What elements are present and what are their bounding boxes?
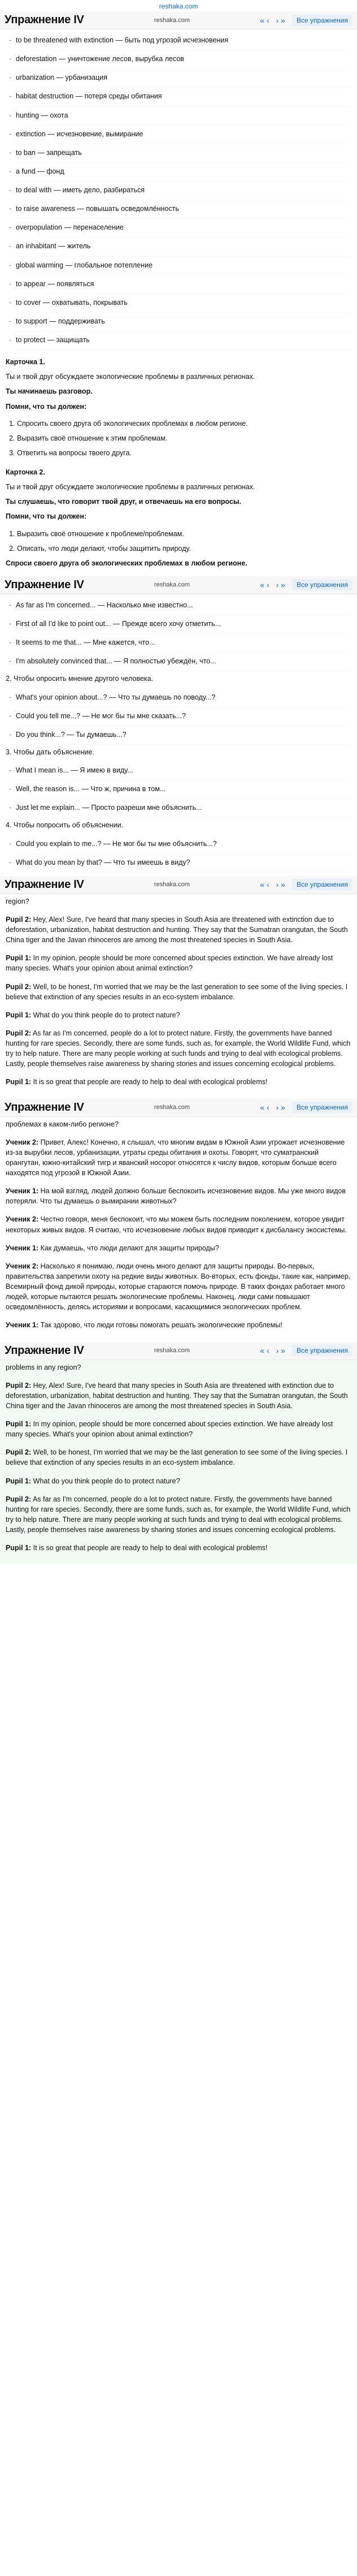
- header-nav: [260, 579, 352, 590]
- phrase-list: [6, 597, 351, 672]
- section-dialog-ru: [0, 1099, 357, 1342]
- card1-start: Ты начинаешь разговор.: [6, 387, 93, 396]
- dialog-text: What do you think people do to protect nature?: [33, 1477, 180, 1485]
- task-point: 1. Выразить своё отношение к проблеме/проблемам.: [17, 527, 351, 541]
- speaker-label: Ученик 2:: [6, 1215, 39, 1224]
- vocab-item: - a fund — фонд: [16, 163, 351, 182]
- dialog-line: [6, 1362, 351, 1373]
- dialog-text: проблемах в каком-либо регионе?: [6, 1120, 119, 1128]
- phrase-item: - First of all I'd like to point out... — Прежде всего хочу отметить...: [16, 615, 351, 634]
- dialog-line: [6, 1543, 351, 1553]
- card1-task: Ты и твой друг обсуждаете экологические проблемы в различных регионах.: [6, 373, 255, 381]
- vocab-item: - global warming — глобальное потепление: [16, 257, 351, 275]
- dialog-block: [0, 894, 357, 1099]
- dialog-text: Насколько я понимаю, люди очень много делают для защиты природы. Во-первых, правительства запретили охоту на редкие виды животных. Во-вторых, есть фонды, такие как, например, Всемирный фонд дикой природы, которые стараются помочь природе. В таких фондах работает много людей, которые пытаются решать экологические проблемы. Наконец, люди сами повышают осведомлённость, делясь историями и вопросами, касающимися экологических проблем.: [6, 1262, 351, 1311]
- dialog-text: Well, to be honest, I'm worried that we may be the last generation to see some of the living species. I believe that extinction of any species results in an eco-system imbalance.: [6, 1448, 348, 1467]
- dialog-line: [6, 1010, 351, 1020]
- card1-points: [6, 416, 351, 460]
- all-exercises-button[interactable]: Все упражнения: [292, 1102, 352, 1113]
- section-phrases: [0, 576, 357, 876]
- vocab-list: [6, 32, 351, 350]
- speaker-label: Pupil 2:: [6, 1495, 32, 1503]
- vocab-item: - to protect — защищать: [16, 331, 351, 350]
- card2-title: Карточка 2.: [6, 468, 45, 476]
- phrase-item: - What I mean is... — Я имею в виду...: [16, 762, 351, 780]
- phrase-item: - I'm absolutely convinced that... — Я полностью убеждён, что...: [16, 653, 351, 671]
- speaker-label: Pupil 1:: [6, 1011, 32, 1019]
- prev-arrow-icon[interactable]: « ‹: [260, 580, 269, 590]
- section-dialog-en: [0, 876, 357, 1099]
- vocab-item: - to support — поддерживать: [16, 313, 351, 331]
- dialog-text: region?: [6, 897, 29, 905]
- header-nav: [260, 879, 352, 890]
- task-point: 3. Ответить на вопросы твоего друга.: [17, 446, 351, 460]
- phrase-list: [6, 762, 351, 818]
- dialog-text: Привет, Алекс! Конечно, я слышал, что многим видам в Южной Азии угрожает исчезновение из-за вырубки лесов, урбанизации, утраты среды обитания и охоты. Говорят, что суматранский орангутан, южно-китайский тигр и яванский носорог относятся к числу видов, которым больше всего находятся под угрозой в Южной Азии.: [6, 1138, 345, 1177]
- dialog-text: На мой взгляд, людей должно больше беспокоить исчезновение видов. Мы уже много видов потеряли. Что ты думаешь о вымирании животных?: [6, 1187, 346, 1206]
- section-title: Упражнение IV: [5, 1344, 84, 1357]
- card2-points: [6, 527, 351, 556]
- dialog-line: [6, 1077, 351, 1087]
- card1-title: Карточка 1.: [6, 358, 45, 366]
- section-header: [0, 1342, 357, 1360]
- task-point: 2. Выразить своё отношение к этим проблемам.: [17, 431, 351, 446]
- dialog-line: [6, 914, 351, 945]
- dialog-line: [6, 1261, 351, 1313]
- vocab-item: - hunting — охота: [16, 107, 351, 126]
- section-header: [0, 576, 357, 594]
- section-title: Упражнение IV: [5, 578, 84, 591]
- speaker-label: Ученик 1:: [6, 1244, 39, 1252]
- section-title: Упражнение IV: [5, 1101, 84, 1114]
- next-arrow-icon[interactable]: › »: [276, 1103, 285, 1112]
- prev-arrow-icon[interactable]: « ‹: [260, 1346, 269, 1355]
- card2-ask: Спроси своего друга об экологических проблемах в любом регионе.: [6, 559, 247, 567]
- vocab-item: - to cover — охватывать, покрывать: [16, 294, 351, 313]
- dialog-text: In my opinion, people should be more concerned about species extinction. We have already lost many species. What's your opinion about animal extinction?: [6, 1420, 333, 1439]
- dialog-line: [6, 953, 351, 973]
- prev-arrow-icon[interactable]: « ‹: [260, 15, 269, 25]
- watermark: reshaka.com: [154, 16, 190, 24]
- next-arrow-icon[interactable]: › »: [276, 1346, 285, 1355]
- dialog-text: Честно говоря, меня беспокоит, что мы можем быть последним поколением, которое увидит некоторых живых видов. Я считаю, что исчезновение любых видов приводит к дисбалансу экосистемы.: [6, 1215, 347, 1234]
- prev-arrow-icon[interactable]: « ‹: [260, 1103, 269, 1112]
- phrase-item: - Could you tell me...? — Не мог бы ты мне сказать...?: [16, 707, 351, 726]
- vocab-item: - to appear — появляться: [16, 275, 351, 294]
- dialog-text: As far as I'm concerned, people do a lot to protect nature. Firstly, the governments have banned hunting for rare species. Secondly, there are some funds, such as, for example, the World Wildlife Fund, which try to help nature. There are many people working at such funds and trying to deal with ecological problems. Lastly, people themselves raise awareness by sharing stories and issues concerning ecological problems.: [6, 1495, 351, 1534]
- dialog-line: [6, 1119, 351, 1129]
- phrases-block: [0, 594, 357, 876]
- all-exercises-button[interactable]: Все упражнения: [292, 1345, 352, 1356]
- all-exercises-button[interactable]: Все упражнения: [292, 15, 352, 26]
- speaker-label: Pupil 2:: [6, 982, 32, 991]
- speaker-label: Pupil 2:: [6, 1029, 32, 1037]
- dialog-line: [6, 1214, 351, 1235]
- speaker-label: Pupil 2:: [6, 915, 32, 924]
- watermark: reshaka.com: [154, 881, 190, 888]
- q4-heading: 4. Чтобы попросить об объяснении.: [6, 821, 124, 830]
- vocab-block: [0, 29, 357, 576]
- dialog-text: Hey, Alex! Sure, I've heard that many species in South Asia are threatened with extinction due to deforestation, urbanization, habitat destruction and hunting. They say that the Sumatran orangutan, the South China tiger and the Javan rhinoceros are among the most threatened species in South Asia.: [6, 915, 348, 944]
- dialog-text: As far as I'm concerned, people do a lot to protect nature. Firstly, the governments have banned hunting for rare species. Secondly, there are some funds, such as, for example, the World Wildlife Fund, which try to help nature. There are many people working at such funds and trying to deal with ecological problems. Lastly, people themselves raise awareness by sharing stories and issues concerning ecological problems.: [6, 1029, 351, 1068]
- task-point: 2. Описать, что люди делают, чтобы защитить природу.: [17, 541, 351, 556]
- q3-heading: 3. Чтобы дать объяснение.: [6, 748, 94, 756]
- dialog-line: [6, 1137, 351, 1179]
- dialog-line: [6, 1380, 351, 1411]
- card2-task: Ты и твой друг обсуждаете экологические проблемы в различных регионах.: [6, 483, 255, 491]
- prev-arrow-icon[interactable]: « ‹: [260, 880, 269, 890]
- vocab-item: - extinction — исчезновение, вымирание: [16, 126, 351, 144]
- speaker-label: Ученик 1:: [6, 1187, 39, 1196]
- vocab-item: - to ban — запрещать: [16, 144, 351, 163]
- all-exercises-button[interactable]: Все упражнения: [292, 879, 352, 890]
- phrase-item: - As far as I'm concerned... — Насколько мне известно...: [16, 597, 351, 615]
- dialog-text: What do you think people do to protect nature?: [33, 1011, 180, 1019]
- phrase-item: - What's your opinion about...? — Что ты думаешь по поводу...?: [16, 689, 351, 707]
- vocab-item: - an inhabitant — житель: [16, 238, 351, 256]
- header-nav: [260, 15, 352, 26]
- phrase-item: - It seems to me that... — Мне кажется, что...: [16, 634, 351, 653]
- section-header: [0, 876, 357, 894]
- dialog-line: [6, 1494, 351, 1535]
- header-nav: [260, 1102, 352, 1113]
- dialog-line: [6, 1447, 351, 1468]
- dialog-line: [6, 1476, 351, 1486]
- next-arrow-icon[interactable]: › »: [276, 880, 285, 890]
- dialog-line: [6, 1243, 351, 1253]
- speaker-label: Pupil 1:: [6, 1420, 32, 1428]
- dialog-text: Well, to be honest, I'm worried that we may be the last generation to see some of the living species. I believe that extinction of any species results in an eco-system imbalance.: [6, 982, 348, 1001]
- phrase-list: [6, 689, 351, 745]
- section-title: Упражнение IV: [5, 878, 84, 891]
- phrase-item: - Could you explain to me...? — Не мог бы ты мне объяснить...?: [16, 835, 351, 854]
- section-header: [0, 1099, 357, 1117]
- site-logo[interactable]: reshaka.com: [159, 2, 198, 10]
- dialog-line: [6, 896, 351, 907]
- vocab-item: - habitat destruction — потеря среды обитания: [16, 88, 351, 106]
- dialog-line: [6, 1320, 351, 1330]
- task-point: 1. Спросить своего друга об экологических проблемах в любом регионе.: [17, 416, 351, 431]
- next-arrow-icon[interactable]: › »: [276, 580, 285, 590]
- section-header: [0, 11, 357, 29]
- speaker-label: Pupil 1:: [6, 1078, 32, 1086]
- speaker-label: Ученик 1:: [6, 1321, 39, 1330]
- phrase-item: - Just let me explain... — Просто разреши мне объяснить...: [16, 799, 351, 818]
- dialog-text: It is so great that people are ready to help to deal with ecological problems!: [33, 1078, 268, 1086]
- dialog-line: [6, 1028, 351, 1069]
- speaker-label: Pupil 1:: [6, 1477, 32, 1485]
- vocab-item: - urbanization — урбанизация: [16, 69, 351, 88]
- dialog-line: [6, 1186, 351, 1206]
- dialog-text: It is so great that people are ready to help to deal with ecological problems!: [33, 1544, 268, 1552]
- all-exercises-button[interactable]: Все упражнения: [292, 579, 352, 590]
- vocab-item: - to deal with — иметь дело, разбираться: [16, 182, 351, 200]
- speaker-label: Ученик 2:: [6, 1138, 39, 1146]
- dialog-text: In my opinion, people should be more concerned about species extinction. We have already lost many species. What's your opinion about animal extinction?: [6, 954, 333, 973]
- dialog-text: problems in any region?: [6, 1363, 81, 1371]
- vocab-item: - deforestation — уничтожение лесов, вырубка лесов: [16, 50, 351, 69]
- next-arrow-icon[interactable]: › »: [276, 15, 285, 25]
- dialog-text: Так здорово, что люди готовы помогать решать экологические проблемы!: [40, 1321, 282, 1330]
- dialog-line: [6, 1419, 351, 1439]
- watermark: reshaka.com: [154, 581, 190, 589]
- dialog-block: [0, 1360, 357, 1565]
- phrase-item: - Well, the reason is... — Что ж, причина в том...: [16, 780, 351, 799]
- speaker-label: Pupil 2:: [6, 1381, 32, 1390]
- dialog-line: [6, 982, 351, 1002]
- card1-remember: Помни, что ты должен:: [6, 402, 87, 411]
- phrase-item: - Do you think...? — Ты думаешь...?: [16, 726, 351, 745]
- speaker-label: Ученик 2:: [6, 1262, 39, 1270]
- watermark: reshaka.com: [154, 1104, 190, 1111]
- header-nav: [260, 1345, 352, 1356]
- q2-heading: 2. Чтобы опросить мнение другого человека.: [6, 675, 154, 683]
- dialog-text: Как думаешь, что люди делают для защиты природы?: [40, 1244, 219, 1252]
- card2-start: Ты слушаешь, что говорит твой друг, и отвечаешь на его вопросы.: [6, 498, 242, 506]
- speaker-label: Pupil 2:: [6, 1448, 32, 1457]
- vocab-item: - to raise awareness — повышать осведомлённость: [16, 200, 351, 219]
- vocab-item: - overpopulation — перенаселение: [16, 219, 351, 238]
- phrase-item: - What do you mean by that? — Что ты имеешь в виду?: [16, 854, 351, 873]
- vocab-item: - to be threatened with extinction — быть под угрозой исчезновения: [16, 32, 351, 50]
- speaker-label: Pupil 1:: [6, 1544, 32, 1552]
- dialog-text: Hey, Alex! Sure, I've heard that many species in South Asia are threatened with extinction due to deforestation, urbanization, habitat destruction and hunting. They say that the Sumatran orangutan, the South China tiger and the Javan rhinoceros are among the most threatened species in South Asia.: [6, 1381, 348, 1410]
- watermark: reshaka.com: [154, 1347, 190, 1354]
- section-vocabulary: [0, 11, 357, 576]
- dialog-block: [0, 1117, 357, 1342]
- phrase-list: [6, 835, 351, 873]
- speaker-label: Pupil 1:: [6, 954, 32, 963]
- section-dialog-en-highlight: [0, 1342, 357, 1565]
- section-title: Упражнение IV: [5, 14, 84, 26]
- card2-remember: Помни, что ты должен:: [6, 512, 87, 521]
